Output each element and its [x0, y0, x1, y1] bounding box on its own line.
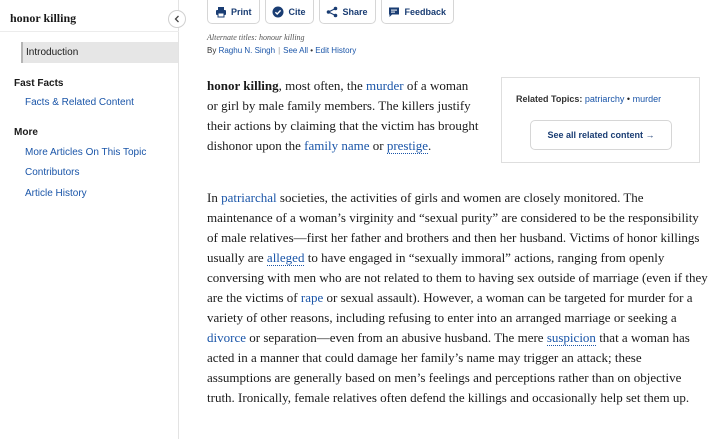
body-text-2: to have engaged in “sexually immoral” actions, ranging from openly conversing with men who are not related to them to having sex outside of marriage (even if they are the victims of: [207, 250, 708, 305]
share-button[interactable]: [319, 0, 376, 24]
body-paragraph: [207, 188, 709, 408]
related-topics-box: [501, 77, 700, 163]
author-link[interactable]: Raghu N. Singh: [218, 46, 276, 55]
sidebar-title: honor killing: [10, 11, 77, 25]
chevron-left-icon: [173, 15, 181, 23]
chat-bubble-icon: [388, 5, 401, 18]
feedback-button[interactable]: [381, 0, 455, 24]
sidebar-heading-more: More: [14, 127, 38, 138]
related-topics-line: [516, 94, 661, 104]
byline-separator: |: [278, 46, 281, 55]
print-button[interactable]: [207, 0, 260, 24]
feedback-label: Feedback: [404, 6, 447, 17]
sidebar-collapse-button[interactable]: [168, 10, 186, 28]
intro-paragraph: [207, 76, 482, 156]
printer-icon: [214, 5, 227, 18]
rape-link[interactable]: rape: [300, 290, 324, 305]
print-label: Print: [231, 6, 252, 17]
share-label: Share: [342, 6, 368, 17]
article-toolbar: [207, 0, 454, 25]
related-topic-murder[interactable]: murder: [632, 94, 662, 104]
share-icon: [326, 5, 339, 18]
body-text-5: that a woman has acted in a manner that could damage her family’s name may trigger an attack; these assumptions are generally based on men’s feelings and perceptions rather than on objective truth. Ironically, female relatives often defend the killings and occasionally help set them up.: [207, 330, 690, 405]
intro-text-2: of a woman or girl by male family members. The killers justify their actions by claiming that the victim has brought dishonor upon the: [207, 78, 479, 153]
sidebar: [0, 0, 179, 439]
related-topics-label: Related Topics:: [516, 94, 583, 104]
body-text-3: or sexual assault). However, a woman can be targeted for murder for a variety of other reasons, including refusing to enter into an arranged marriage or seeking a: [207, 290, 693, 325]
intro-text-4: .: [427, 138, 432, 153]
intro-term: honor killing: [207, 78, 279, 93]
related-topic-patriarchy[interactable]: patriarchy: [584, 94, 625, 104]
intro-text-1: , most often, the: [278, 78, 367, 93]
related-topic-bullet: •: [626, 94, 631, 104]
murder-link[interactable]: murder: [366, 78, 404, 93]
check-badge-icon: [272, 5, 285, 18]
byline: [207, 46, 356, 55]
cite-button[interactable]: [265, 0, 314, 24]
see-all-contributors-link[interactable]: See All: [283, 46, 309, 55]
suspicion-link[interactable]: suspicion: [546, 330, 596, 345]
sidebar-item-article-history[interactable]: Article History: [25, 188, 87, 199]
sidebar-item-facts-related-content[interactable]: Facts & Related Content: [25, 97, 134, 108]
cite-label: Cite: [288, 6, 306, 17]
body-text-1: societies, the activities of girls and women are closely monitored. The maintenance of a woman’s virginity and “sexual purity” are considered to be the responsibility of male relatives—first her father and brothers and then her husband. Victims of honor killings usually are: [207, 190, 700, 265]
prestige-link[interactable]: prestige: [386, 138, 428, 153]
alternate-titles: Alternate titles: honour killing: [207, 33, 305, 42]
alleged-link[interactable]: alleged: [266, 250, 305, 265]
sidebar-item-contributors[interactable]: Contributors: [25, 167, 80, 178]
byline-by: By: [207, 46, 217, 55]
edit-history-link[interactable]: Edit History: [315, 46, 357, 55]
body-text-4: or separation—even from an abusive husband. The mere: [245, 330, 547, 345]
byline-bullet: •: [308, 46, 316, 55]
family-link[interactable]: family: [304, 138, 339, 153]
divorce-link[interactable]: divorce: [207, 330, 246, 345]
sidebar-heading-fast-facts: Fast Facts: [14, 78, 64, 89]
see-all-related-button[interactable]: See all related content →: [530, 120, 672, 150]
sidebar-item-introduction[interactable]: Introduction: [21, 42, 178, 63]
sidebar-divider: [0, 31, 179, 32]
name-link[interactable]: name: [341, 138, 370, 153]
patriarchal-link[interactable]: patriarchal: [221, 190, 277, 205]
sidebar-item-more-articles[interactable]: More Articles On This Topic: [25, 147, 147, 158]
body-text-0: In: [207, 190, 222, 205]
intro-text-3: or: [369, 138, 387, 153]
